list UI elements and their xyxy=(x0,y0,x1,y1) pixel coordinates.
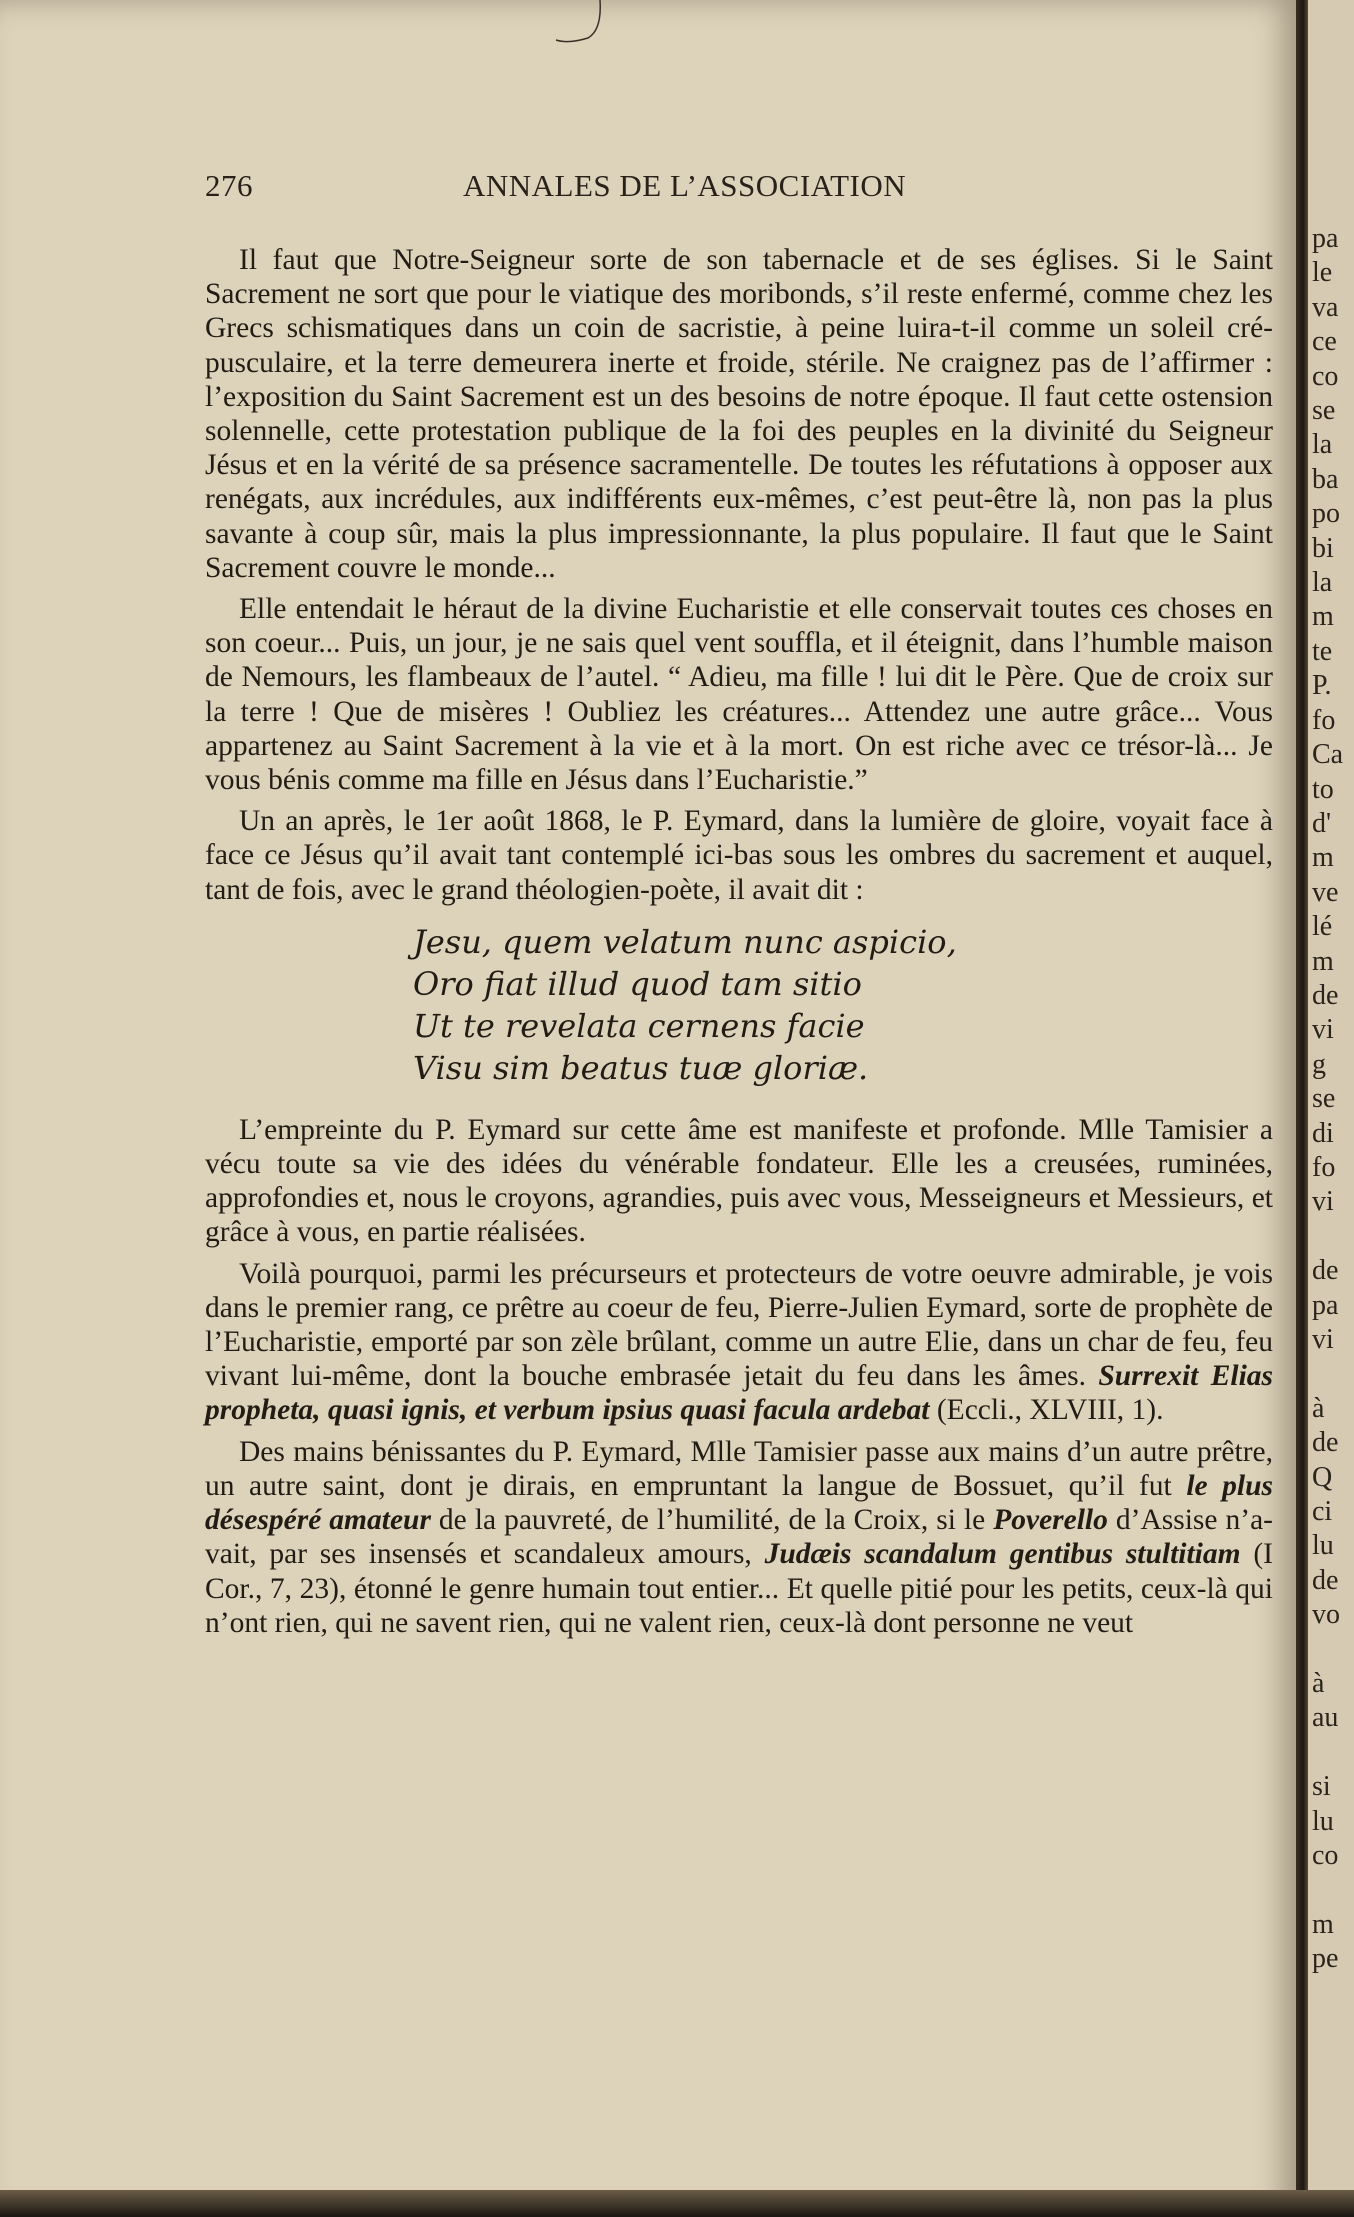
emphasis-phrase: le plus désespéré amateur xyxy=(205,1469,1273,1537)
paragraph-6-text: Des mains bénissantes du P. Eymard, Mlle Tamisier passe aux mains d’un autre prêtre, un autre saint, dont je dirais, en empruntant la langue de Bossuet, qu’il fut xyxy=(205,1435,1273,1502)
paragraph-6-text: de la pauvreté, de l’humilité, de la Croix, si le xyxy=(430,1504,994,1537)
paragraph-2: Elle entendait le héraut de la divine Eucharistie et elle conservait toutes ces choses en son coeur... Puis, un jour, je ne sais quel vent souffla, et il éteignit, dans l’humble maison de Nemours, les flambeaux de l’autel. “ Adieu, ma fille ! lui dit le Père. Que de croix sur la terre ! Que de misères ! Oubliez les créatures... Attendez une autre grâce... Vous appartenez au Saint Sacrement à la vie et à la mort. On est riche avec ce trésor-là... Je vous bénis comme ma fille en Jésus dans l’Eucharistie.” xyxy=(205,593,1273,797)
verse-line: Visu sim beatus tuæ gloriæ. xyxy=(413,1048,869,1087)
running-title: ANNALES DE L’ASSOCIATION xyxy=(463,168,907,203)
emphasis-poverello: Poverello xyxy=(993,1504,1108,1537)
paragraph-4: L’empreinte du P. Eymard sur cette âme est manifeste et profonde. Mlle Tamisier a vécu toute sa vie des idées du vénérable fondateur. Elle les a creusées, ruminées, approfondies et, nous le croyons, agrandies, puis avec vous, Messeigneurs et Messieurs, et grâce à vous, en partie réalisées. xyxy=(205,1113,1273,1249)
facing-page-edge xyxy=(1308,0,1354,2217)
paragraph-1: Il faut que Notre-Seigneur sorte de son tabernacle et de ses églises. Si le Saint Sacrement ne sort que pour le viatique des moribonds, s’il reste enfermé, comme chez les Grecs schismatiques dans un coin de sacristie, à peine luira-t-il comme un soleil crépusculaire, et la terre demeurera inerte et froide, stérile. Ne craignez pas de l’affirmer : l’exposition du Saint Sacrement est un des besoins de notre époque. Il faut cette ostension solennelle, cette protestation publique de la foi des peuples en la divinité du Seigneur Jésus et en la vérité de sa présence sacramentelle. De toutes les réfutations à opposer aux renégats, aux incrédules, aux indifférents eux-mêmes, c’est peut-être là, non pas la plus savante à coup sûr, mais la plus impressionnante, la plus populaire. Il faut que le Saint Sacrement couvre le monde... xyxy=(205,244,1273,584)
latin-quote: Judæis scandalum gentibus stultitiam xyxy=(764,1538,1241,1571)
paragraph-6-text: d’Assise n’avait, par ses insensés et scandaleux amours, xyxy=(205,1504,1273,1571)
verse-line: Oro fiat illud quod tam sitio xyxy=(413,964,862,1003)
facing-page-fragment: pa le va ce co se la ba po bi la m te P. fo Ca to d' m ve lé m de vi g se di fo vi de pa vi à de Q ci lu de vo à au si lu co m pe xyxy=(1312,223,1344,1975)
page-body xyxy=(205,243,1273,1647)
paragraph-5-text: Voilà pourquoi, parmi les précurseurs et protecteurs de votre oeuvre admirable, je vois dans le premier rang, ce prêtre au coeur de feu, Pierre-Julien Eymard, sorte de prophète de l’Eucharistie, emporté par son zèle brûlant, comme un autre Elie, dans un char de feu, feu vivant lui-même, dont la bouche embrasée jetait du feu dans les âmes. xyxy=(205,1257,1273,1393)
latin-quote: Surrexit Elias propheta, quasi ignis, et verbum ipsius quasi facula ardebat xyxy=(205,1360,1273,1427)
book-gutter xyxy=(1296,0,1308,2217)
paragraph-6-text: (I Cor., 7, 23), étonné le genre humain tout entier... Et quelle pitié pour les petits, ceux-là qui n’ont rien, qui ne savent rien, qui ne valent rien, ceux-là dont personne ne veut xyxy=(205,1538,1273,1639)
paragraph-5 xyxy=(205,1257,1273,1428)
verse-line: Ut te revelata cernens facie xyxy=(413,1006,865,1045)
page-number: 276 xyxy=(205,168,253,203)
citation: (Eccli., XLVIII, 1). xyxy=(929,1394,1164,1427)
paragraph-3: Un an après, le 1er août 1868, le P. Eymard, dans la lumière de gloire, voyait face à face ce Jésus qu’il avait tant contemplé ici-bas sous les ombres du sacrement et auquel, tant de fois, avec le grand théologien-poète, il avait dit : xyxy=(205,805,1273,906)
thread-mark xyxy=(548,0,608,60)
page-bottom-edge xyxy=(0,2190,1354,2217)
paragraph-6 xyxy=(205,1435,1273,1640)
verse-line: Jesu, quem velatum nunc aspicio, xyxy=(413,922,957,961)
latin-verse xyxy=(413,921,1273,1089)
